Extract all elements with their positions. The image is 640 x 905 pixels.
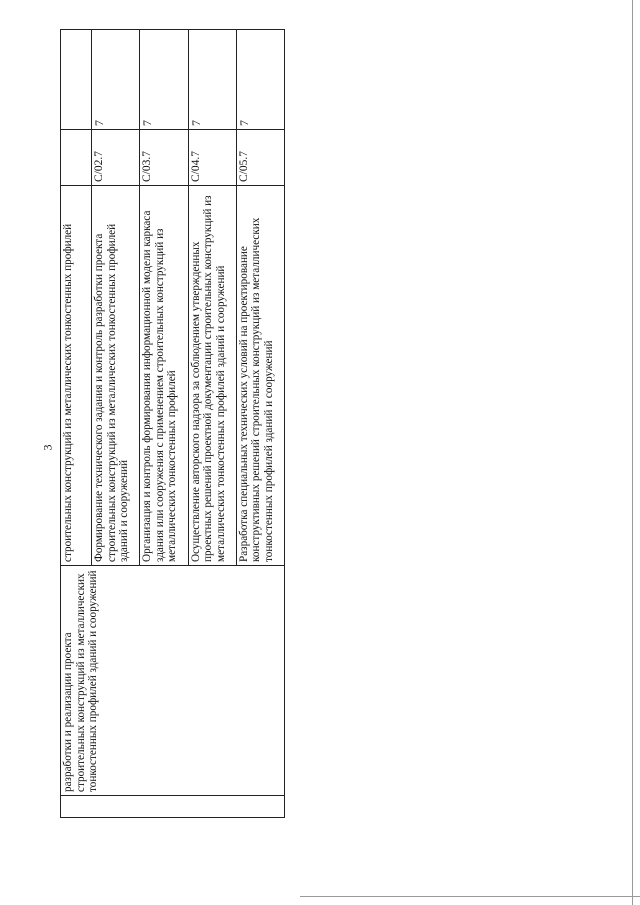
group-cell: разработки и реализации проекта строительных конструкций из металлических тонкостенных профилей зданий и сооружений [61,566,285,796]
level-cell: 7 [236,30,284,130]
rotated-table [60,30,285,818]
level-cell: 7 [92,30,140,130]
empty-cell [61,796,285,818]
level-cell [61,30,92,130]
function-cell: Разработка специальных технических условий на проектирование конструктивных решений строительных конструкций из металлических тонкостенных профилей зданий и сооружений [236,186,284,566]
function-cell: Организация и контроль формирования информационной модели каркаса здания или сооружения с применением строительных конструкций из металлических тонкостенных профилей [140,186,188,566]
page-edge-bottom [300,896,640,897]
functions-table [60,29,285,818]
code-cell: C/04.7 [188,130,236,186]
function-cell: Осуществление авторского надзора за соблюдением утвержденных проектных решений проектной документации строительных конструкций из металлических тонкостенных профилей зданий и сооружений [188,186,236,566]
page-number: 3 [40,444,55,451]
level-cell: 7 [188,30,236,130]
table-row [61,30,92,818]
page-edge-right [632,0,633,905]
code-cell: C/05.7 [236,130,284,186]
code-cell: C/02.7 [92,130,140,186]
function-cell: Формирование технического задания и контроль разработки проекта строительных конструкций из металлических тонкостенных профилей зданий и сооружений [92,186,140,566]
code-cell: C/03.7 [140,130,188,186]
level-cell: 7 [140,30,188,130]
function-cell: строительных конструкций из металлических тонкостенных профилей [61,186,92,566]
code-cell [61,130,92,186]
